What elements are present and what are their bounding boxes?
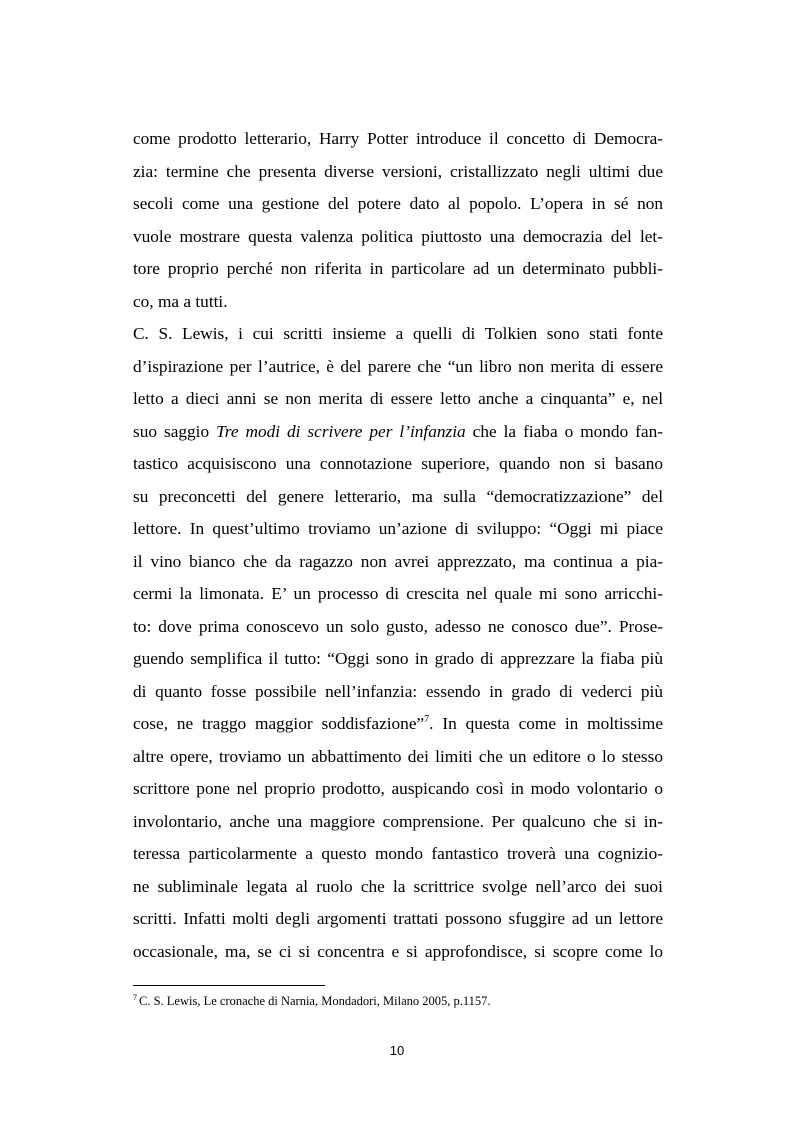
text-line: d’ispirazione per l’autrice, è del parere che “un libro non merita di essere: [133, 356, 663, 376]
footnote: [133, 993, 663, 1009]
text-line: zia: termine che presenta diverse versioni, cristallizzato negli ultimi due: [133, 161, 663, 181]
footnote-reference[interactable]: 7: [424, 714, 430, 726]
text-line: to: dove prima conoscevo un solo gusto, adesso ne conosco due”. Prose-: [133, 616, 663, 636]
text-line: tore proprio perché non riferita in particolare ad un determinato pubbli-: [133, 259, 663, 278]
text-line: [133, 416, 663, 449]
text-line: altre opere, troviamo un abbattimento dei limiti che un editore o lo stesso: [133, 746, 663, 766]
text-line: vuole mostrare questa valenza politica piuttosto una democrazia del let-: [133, 226, 663, 246]
text-fragment: . In questa come in moltissime: [429, 714, 663, 733]
text-fragment: suo saggio: [133, 421, 210, 441]
text-line: tastico acquisiscono una connotazione superiore, quando non si basano: [133, 454, 663, 473]
text-line: occasionale, ma, se ci si concentra e si approfondisce, si scopre come lo: [133, 941, 663, 961]
text-line: letto a dieci anni se non merita di essere letto anche a cinquanta” e, nel: [133, 389, 663, 408]
page-number: 10: [389, 1043, 405, 1058]
footnote-marker: 7: [133, 992, 137, 1002]
text-line: teressa particolarmente a questo mondo fantastico troverà una cognizio-: [133, 844, 663, 863]
text-line: secoli come una gestione del potere dato al popolo. L’opera in sé non: [133, 194, 663, 213]
text-fragment: che la fiaba o mondo fan-: [472, 421, 663, 441]
text-line: guendo semplifica il tutto: “Oggi sono in grado di apprezzare la fiaba più: [133, 649, 663, 668]
text-line: involontario, anche una maggiore comprensione. Per qualcuno che si in-: [133, 811, 663, 831]
text-line: il vino bianco che da ragazzo non avrei apprezzato, ma continua a pia-: [133, 551, 663, 571]
text-fragment: cose, ne traggo maggior soddisfazione”: [133, 714, 425, 733]
text-line: co, ma a tutti.: [133, 291, 228, 311]
text-line: di quanto fosse possibile nell’infanzia: essendo in grado di vederci più: [133, 681, 663, 701]
footnote-text: C. S. Lewis, Le cronache di Narnia, Mondadori, Milano 2005, p.1157.: [139, 994, 491, 1008]
text-line: come prodotto letterario, Harry Potter introduce il concetto di Democra-: [133, 129, 663, 148]
footnote-divider: [133, 985, 325, 986]
text-line: lettore. In quest’ultimo troviamo un’azione di sviluppo: “Oggi mi piace: [133, 519, 663, 538]
text-line: su preconcetti del genere letterario, ma sulla “democratizzazione” del: [133, 486, 663, 506]
essay-title: Tre modi di scrivere per l’infanzia: [216, 421, 466, 441]
text-line: ne subliminale legata al ruolo che la scrittrice svolge nell’arco dei suoi: [133, 876, 663, 896]
body-text: [133, 123, 663, 968]
text-line: [133, 708, 663, 741]
text-line: C. S. Lewis, i cui scritti insieme a quelli di Tolkien sono stati fonte: [133, 324, 663, 343]
text-line: scrittore pone nel proprio prodotto, auspicando così in modo volontario o: [133, 779, 663, 798]
text-line: scritti. Infatti molti degli argomenti trattati possono sfuggire ad un lettore: [133, 909, 663, 928]
text-line: cermi la limonata. E’ un processo di crescita nel quale mi sono arricchi-: [133, 584, 663, 603]
